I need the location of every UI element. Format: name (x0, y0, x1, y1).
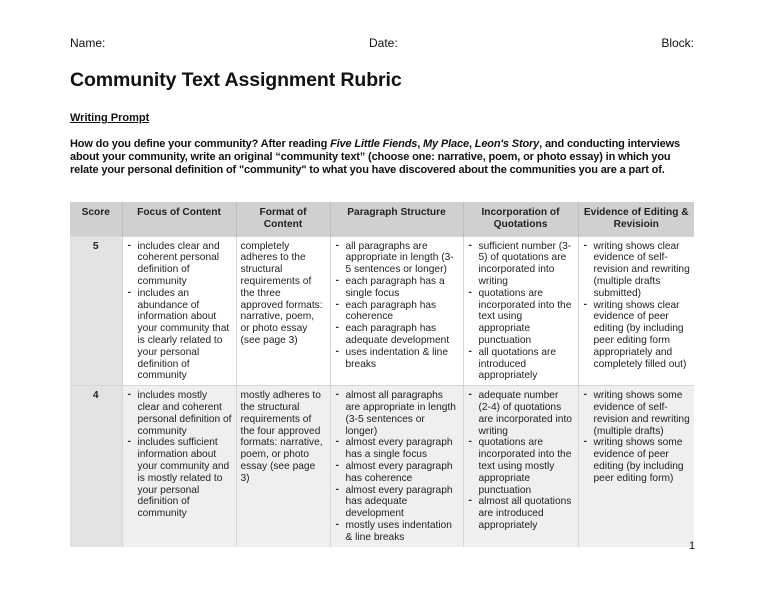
list-item: - mostly uses indentation & line breaks (335, 520, 459, 544)
list-item: - writing shows clear evidence of peer editing (by including peer editing form appropriately and completely filled out) (583, 300, 691, 371)
prompt-text-part2: , and conducting interviews about your community, write an original “community text” (choose one: narrative, poem, or photo essay) in which you relate your personal definition of "community" to what you have discovered about the communities you are a part of. (70, 138, 680, 176)
list-item: - each paragraph has coherence (335, 300, 459, 324)
separator: , (417, 138, 424, 150)
list-item: - includes an abundance of information about your community that is clearly related to your personal definition of community (127, 288, 232, 382)
list-item: - uses indentation & line breaks (335, 347, 459, 371)
list-item: - all quotations are introduced appropriately (468, 347, 574, 382)
list-item: - sufficient number (3-5) of quotations are incorporated into writing (468, 241, 574, 288)
focus-cell (122, 236, 236, 386)
separator: , (468, 138, 475, 150)
format-cell: completely adheres to the structural requirements of the three approved formats: narrative, poem, or photo essay (see page 3) (236, 236, 330, 386)
list-item: - almost every paragraph has coherence (335, 461, 459, 485)
rubric-header-row (70, 202, 694, 236)
prompt-text-part1: How do you define your community? After reading (70, 138, 331, 150)
document-title: Community Text Assignment Rubric (70, 69, 402, 91)
list-item: - all paragraphs are appropriate in length (3-5 sentences or longer) (335, 241, 459, 276)
column-header-paragraph: Paragraph Structure (330, 202, 463, 236)
list-item: - writing shows some evidence of self-revision and rewriting (multiple drafts) (583, 390, 691, 437)
block-label: Block: (661, 36, 694, 50)
table-row (70, 386, 694, 547)
name-label: Name: (70, 36, 106, 50)
score-cell: 5 (70, 236, 122, 386)
writing-prompt-text (70, 138, 700, 177)
date-label: Date: (369, 36, 398, 50)
editing-cell (578, 236, 694, 386)
focus-cell (122, 386, 236, 547)
table-row (70, 236, 694, 386)
list-item: - writing shows clear evidence of self-revision and rewriting (multiple drafts submitted) (583, 241, 691, 300)
book-title-1: Five Little Fiends (330, 138, 418, 150)
list-item: - almost every paragraph has a single focus (335, 437, 459, 461)
column-header-editing: Evidence of Editing & Revisioin (578, 202, 694, 236)
editing-cell (578, 386, 694, 547)
column-header-format: Format of Content (236, 202, 330, 236)
column-header-score: Score (70, 202, 122, 236)
list-item: - almost every paragraph has adequate development (335, 485, 459, 520)
list-item: - quotations are incorporated into the text using mostly appropriate punctuation (468, 437, 574, 496)
writing-prompt-heading: Writing Prompt (70, 112, 150, 124)
paragraph-cell (330, 386, 463, 547)
list-item: - includes mostly clear and coherent personal definition of community (127, 390, 232, 437)
quotations-cell (463, 386, 578, 547)
list-item: - includes clear and coherent personal definition of community (127, 241, 232, 288)
column-header-focus: Focus of Content (122, 202, 236, 236)
book-title-2: My Place (423, 138, 469, 150)
page-number: 1 (689, 540, 696, 552)
list-item: - almost all quotations are introduced appropriately (468, 496, 574, 531)
score-cell: 4 (70, 386, 122, 547)
list-item: - includes sufficient information about your community and is mostly related to your personal definition of community (127, 437, 232, 520)
rubric-table (70, 202, 694, 547)
quotations-cell (463, 236, 578, 386)
column-header-quotations: Incorporation of Quotations (463, 202, 578, 236)
list-item: - almost all paragraphs are appropriate in length (3-5 sentences or longer) (335, 390, 459, 437)
list-item: - writing shows some evidence of peer editing (by including peer editing form) (583, 437, 691, 484)
paragraph-cell (330, 236, 463, 386)
list-item: - each paragraph has adequate development (335, 323, 459, 347)
list-item: - each paragraph has a single focus (335, 276, 459, 300)
book-title-3: Leon's Story (474, 138, 540, 150)
list-item: - quotations are incorporated into the text using appropriate punctuation (468, 288, 574, 347)
format-cell: mostly adheres to the structural requirements of the four approved formats: narrative, poem, or photo essay (see page 3) (236, 386, 330, 547)
list-item: - adequate number (2-4) of quotations are incorporated into writing (468, 390, 574, 437)
